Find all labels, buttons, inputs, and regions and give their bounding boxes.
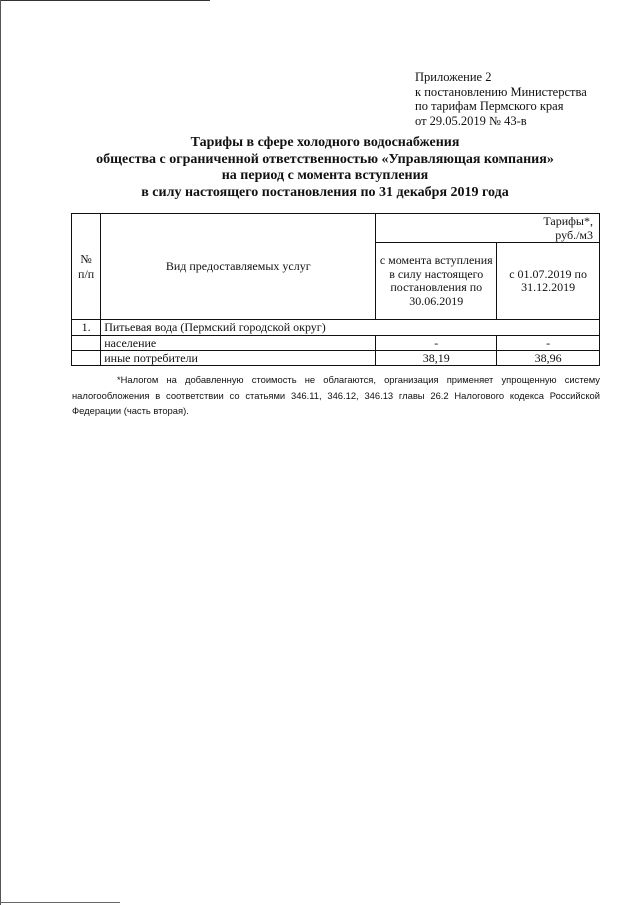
header-period-1: с момента вступления в силу настоящего постановления по 30.06.2019 bbox=[376, 243, 497, 320]
annex-reference bbox=[415, 70, 587, 128]
table-row bbox=[72, 351, 600, 366]
table-row bbox=[72, 336, 600, 351]
document-title bbox=[60, 135, 590, 201]
scan-edge-line bbox=[0, 0, 1, 905]
section-name: Питьевая вода (Пермский городской округ) bbox=[101, 320, 600, 336]
row-number bbox=[72, 351, 101, 366]
header-period-2: с 01.07.2019 по 31.12.2019 bbox=[497, 243, 600, 320]
tariffs-table bbox=[71, 213, 600, 366]
title-line: общества с ограниченной ответственностью «Управляющая компания» bbox=[96, 151, 554, 167]
annex-line: от 29.05.2019 № 43-в bbox=[415, 113, 527, 128]
table-header-row bbox=[72, 214, 600, 243]
annex-line: к постановлению Министерства bbox=[415, 84, 587, 99]
row-tariff-period-2: 38,96 bbox=[497, 351, 600, 366]
row-service: иные потребители bbox=[101, 351, 376, 366]
scan-edge-line bbox=[0, 902, 120, 903]
row-number bbox=[72, 336, 101, 351]
annex-line: Приложение 2 bbox=[415, 70, 492, 84]
annex-line: по тарифам Пермского края bbox=[415, 99, 564, 113]
header-number: № п/п bbox=[72, 214, 101, 320]
scan-edge-line bbox=[0, 0, 210, 1]
row-service: население bbox=[101, 336, 376, 351]
header-tariffs bbox=[376, 214, 600, 243]
title-line: Тарифы в сфере холодного водоснабжения bbox=[190, 135, 460, 150]
row-tariff-period-2: - bbox=[497, 336, 600, 351]
section-number: 1. bbox=[72, 320, 101, 336]
title-line: в силу настоящего постановления по 31 декабря 2019 года bbox=[141, 184, 509, 200]
footnote-text: *Налогом на добавленную стоимость не облагаются, организация применяет упрощенную систему налогообложения в соответствии со статьями 346.11, 346.12, 346.13 главы 26.2 Налогового кодекса Российской Федерации (часть вторая). bbox=[72, 374, 600, 416]
table-section-row bbox=[72, 320, 600, 336]
header-tariffs-label: Тарифы*, bbox=[543, 214, 593, 228]
header-service: Вид предоставляемых услуг bbox=[101, 214, 376, 320]
row-tariff-period-1: - bbox=[376, 336, 497, 351]
row-tariff-period-1: 38,19 bbox=[376, 351, 497, 366]
title-line: на период с момента вступления bbox=[221, 168, 429, 183]
header-tariffs-unit: руб./м3 bbox=[555, 228, 593, 242]
footnote bbox=[72, 372, 600, 419]
